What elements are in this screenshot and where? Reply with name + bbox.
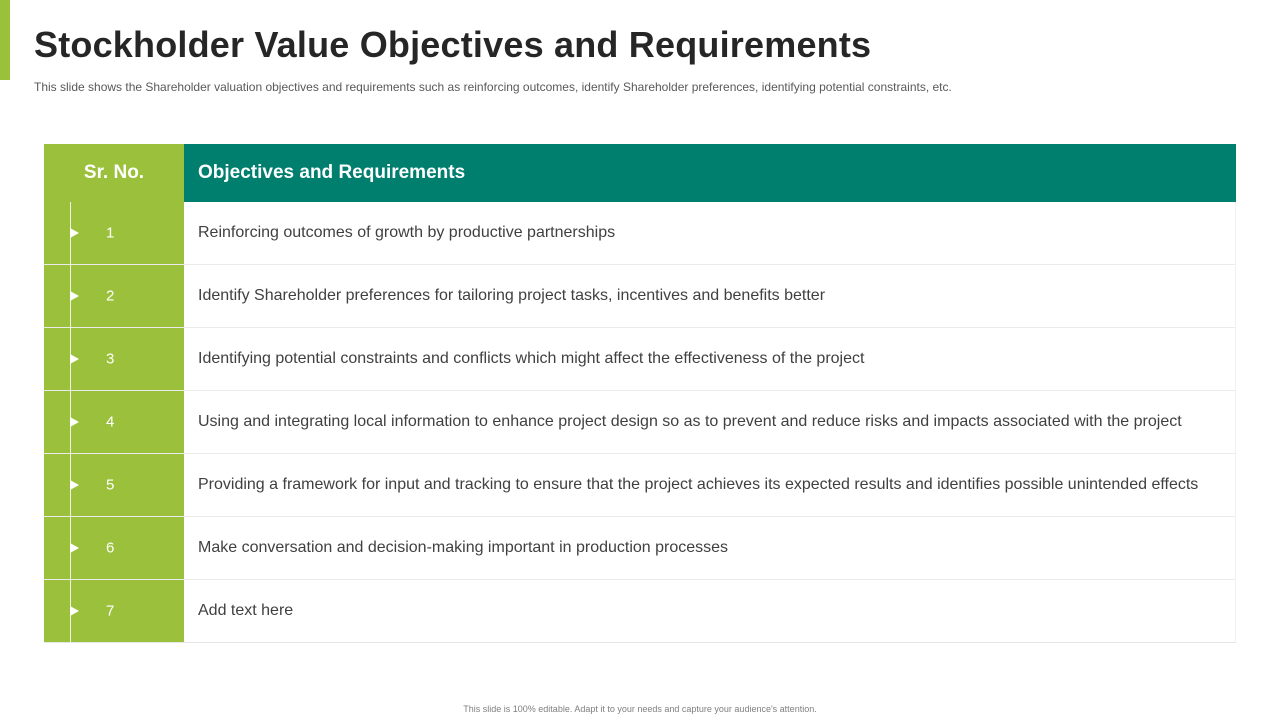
table-header-row <box>44 144 1236 202</box>
objective-text: Make conversation and decision-making important in production processes <box>184 517 1236 579</box>
objective-text: Identify Shareholder preferences for tailoring project tasks, incentives and benefits better <box>184 265 1236 327</box>
row-number: 7 <box>106 602 115 620</box>
play-arrow-icon <box>70 480 79 490</box>
objective-text: Identifying potential constraints and conflicts which might affect the effectiveness of the project <box>184 328 1236 390</box>
header-sr-no: Sr. No. <box>44 144 184 202</box>
sr-cell <box>44 202 184 264</box>
play-arrow-icon <box>70 228 79 238</box>
header-objectives: Objectives and Requirements <box>184 144 1236 202</box>
play-arrow-icon <box>70 606 79 616</box>
page-title: Stockholder Value Objectives and Requirements <box>34 24 872 65</box>
objectives-table <box>44 144 1236 643</box>
table-row <box>44 580 1236 643</box>
footer-note: This slide is 100% editable. Adapt it to your needs and capture your audience's attention. <box>463 704 817 714</box>
row-number: 2 <box>106 287 115 305</box>
play-arrow-icon <box>70 417 79 427</box>
row-number: 6 <box>106 539 115 557</box>
accent-bar <box>0 0 10 80</box>
page-subtitle: This slide shows the Shareholder valuation objectives and requirements such as reinforcing outcomes, identify Shareholder preferences, identifying potential constraints, etc. <box>34 80 952 94</box>
objective-text: Add text here <box>184 580 1236 642</box>
table-row <box>44 391 1236 454</box>
table-row <box>44 265 1236 328</box>
table-row <box>44 454 1236 517</box>
table-row <box>44 202 1236 265</box>
sr-cell <box>44 328 184 390</box>
play-arrow-icon <box>70 543 79 553</box>
table-row <box>44 328 1236 391</box>
objective-text: Using and integrating local information to enhance project design so as to prevent and reduce risks and impacts associated with the project <box>184 391 1236 453</box>
table-row <box>44 517 1236 580</box>
row-number: 5 <box>106 476 115 494</box>
objective-text: Providing a framework for input and tracking to ensure that the project achieves its expected results and identifies possible unintended effects <box>184 454 1236 516</box>
play-arrow-icon <box>70 291 79 301</box>
sr-cell <box>44 517 184 579</box>
objective-text: Reinforcing outcomes of growth by productive partnerships <box>184 202 1236 264</box>
sr-cell <box>44 454 184 516</box>
row-number: 3 <box>106 350 115 368</box>
play-arrow-icon <box>70 354 79 364</box>
row-number: 1 <box>106 224 115 242</box>
sr-cell <box>44 391 184 453</box>
sr-cell <box>44 265 184 327</box>
row-number: 4 <box>106 413 115 431</box>
sr-cell <box>44 580 184 642</box>
